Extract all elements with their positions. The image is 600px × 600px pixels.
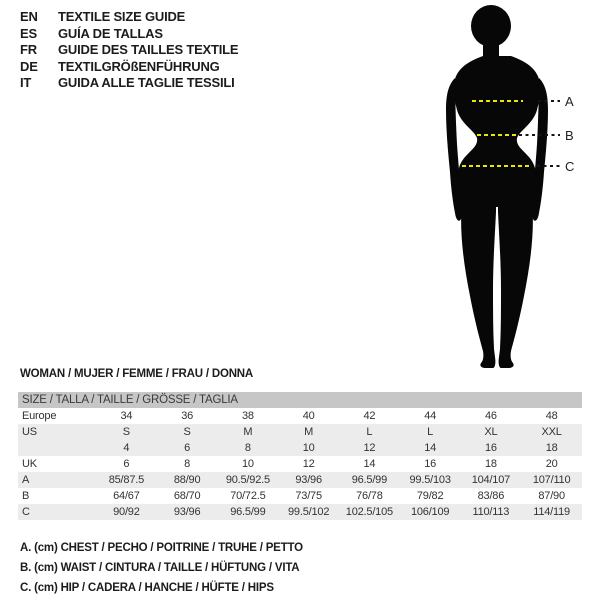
size-cell: 64/67 <box>113 490 140 502</box>
size-cell: 93/96 <box>173 506 201 518</box>
group-title: WOMAN / MUJER / FEMME / FRAU / DONNA <box>20 368 254 380</box>
measurement-figure <box>400 0 600 380</box>
language-row <box>20 59 238 76</box>
table-row-uk <box>18 456 582 472</box>
table-row-chest <box>18 472 582 488</box>
size-cell: 34 <box>120 410 133 422</box>
size-cell: 38 <box>241 410 254 422</box>
size-cell: M <box>304 426 314 438</box>
row-label: UK <box>22 458 37 470</box>
language-row <box>20 26 238 43</box>
size-cell: 4 <box>123 442 130 454</box>
size-cell: 44 <box>424 410 437 422</box>
language-code: ES <box>20 25 37 41</box>
silhouette-right-leg <box>498 200 533 368</box>
size-cell: 16 <box>424 458 437 470</box>
size-cell: 12 <box>302 458 315 470</box>
table-row-us-numbers <box>18 440 582 456</box>
size-cell: 114/119 <box>533 506 570 518</box>
table-row-europe <box>18 408 582 424</box>
woman-silhouette-svg <box>400 0 600 380</box>
size-cell: XL <box>484 426 498 438</box>
silhouette-left-leg <box>461 200 496 368</box>
size-cell: S <box>122 426 130 438</box>
size-cell: 88/90 <box>173 474 201 486</box>
language-row <box>20 9 238 26</box>
row-label: A <box>22 474 30 486</box>
size-cell: 106/109 <box>410 506 450 518</box>
size-cell: 99.5/103 <box>409 474 451 486</box>
row-label: Europe <box>22 410 57 422</box>
size-cell: 99.5/102 <box>288 506 330 518</box>
size-cell: 42 <box>363 410 376 422</box>
size-cell: 14 <box>424 442 437 454</box>
note-waist: B. (cm) WAIST / CINTURA / TAILLE / HÜFTUNG / VITA <box>20 562 300 574</box>
language-code: IT <box>20 75 32 91</box>
size-cell: 10 <box>241 458 254 470</box>
language-title: GUIDE DES TAILLES TEXTILE <box>58 42 239 58</box>
language-row <box>20 42 238 59</box>
language-title: GUÍA DE TALLAS <box>58 25 163 41</box>
size-cell: 70/72.5 <box>230 490 266 502</box>
size-cell: M <box>243 426 253 438</box>
waist-label: B <box>565 128 574 143</box>
table-row-hip <box>18 504 582 520</box>
note-hip: C. (cm) HIP / CADERA / HANCHE / HÜFTE / HIPS <box>20 582 274 594</box>
size-cell: 36 <box>181 410 194 422</box>
size-cell: S <box>183 426 191 438</box>
language-title: GUIDA ALLE TAGLIE TESSILI <box>58 75 235 91</box>
size-cell: 8 <box>244 442 251 454</box>
language-code: DE <box>20 58 38 74</box>
size-cell: 10 <box>302 442 315 454</box>
language-title: TEXTILE SIZE GUIDE <box>58 9 186 24</box>
size-cell: L <box>366 426 373 438</box>
size-cell: 76/78 <box>356 490 383 502</box>
size-cell: XXL <box>541 426 562 438</box>
size-cell: 16 <box>484 442 497 454</box>
size-cell: 90.5/92.5 <box>225 474 270 486</box>
size-cell: L <box>427 426 434 438</box>
row-label: C <box>22 506 30 518</box>
size-cell: 20 <box>545 458 558 470</box>
size-cell: 96.5/99 <box>351 474 388 486</box>
size-cell: 104/107 <box>471 474 511 486</box>
measurement-notes <box>20 538 303 598</box>
table-row-waist <box>18 488 582 504</box>
table-row-us-letters <box>18 424 582 440</box>
size-cell: 90/92 <box>113 506 140 518</box>
hip-label: C <box>565 159 575 174</box>
size-cell: 96.5/99 <box>230 506 266 518</box>
size-cell: 6 <box>184 442 191 454</box>
size-cell: 48 <box>545 410 558 422</box>
size-cell: 79/82 <box>416 490 444 502</box>
language-code: EN <box>20 9 38 24</box>
row-label: US <box>22 426 37 438</box>
size-cell: 6 <box>123 458 130 470</box>
size-cell: 46 <box>484 410 497 422</box>
size-table <box>18 392 582 520</box>
row-label: B <box>22 490 30 502</box>
chest-label: A <box>565 94 574 109</box>
woman-silhouette <box>446 5 548 368</box>
size-cell: 85/87.5 <box>108 474 145 486</box>
silhouette-torso <box>453 56 540 207</box>
size-cell: 12 <box>363 442 376 454</box>
size-cell: 18 <box>484 458 497 470</box>
size-cell: 110/113 <box>472 506 510 518</box>
size-cell: 87/90 <box>538 490 565 502</box>
size-cell: 68/70 <box>173 490 201 502</box>
language-row <box>20 75 238 92</box>
note-chest: A. (cm) CHEST / PECHO / POITRINE / TRUHE / PETTO <box>20 542 303 554</box>
size-cell: 107/110 <box>532 474 571 486</box>
size-cell: 102.5/105 <box>345 506 393 518</box>
size-table-header: SIZE / TALLA / TAILLE / GRÖSSE / TAGLIA <box>18 392 582 408</box>
language-title: TEXTILGRÖßENFÜHRUNG <box>58 58 220 74</box>
size-cell: 8 <box>184 458 191 470</box>
size-cell: 83/86 <box>477 490 505 502</box>
size-cell: 73/75 <box>295 490 322 502</box>
size-cell: 93/96 <box>295 474 322 486</box>
size-cell: 40 <box>302 410 315 422</box>
size-cell: 14 <box>363 458 376 470</box>
size-cell: 18 <box>545 442 558 454</box>
language-list <box>20 9 238 92</box>
language-code: FR <box>20 42 37 58</box>
